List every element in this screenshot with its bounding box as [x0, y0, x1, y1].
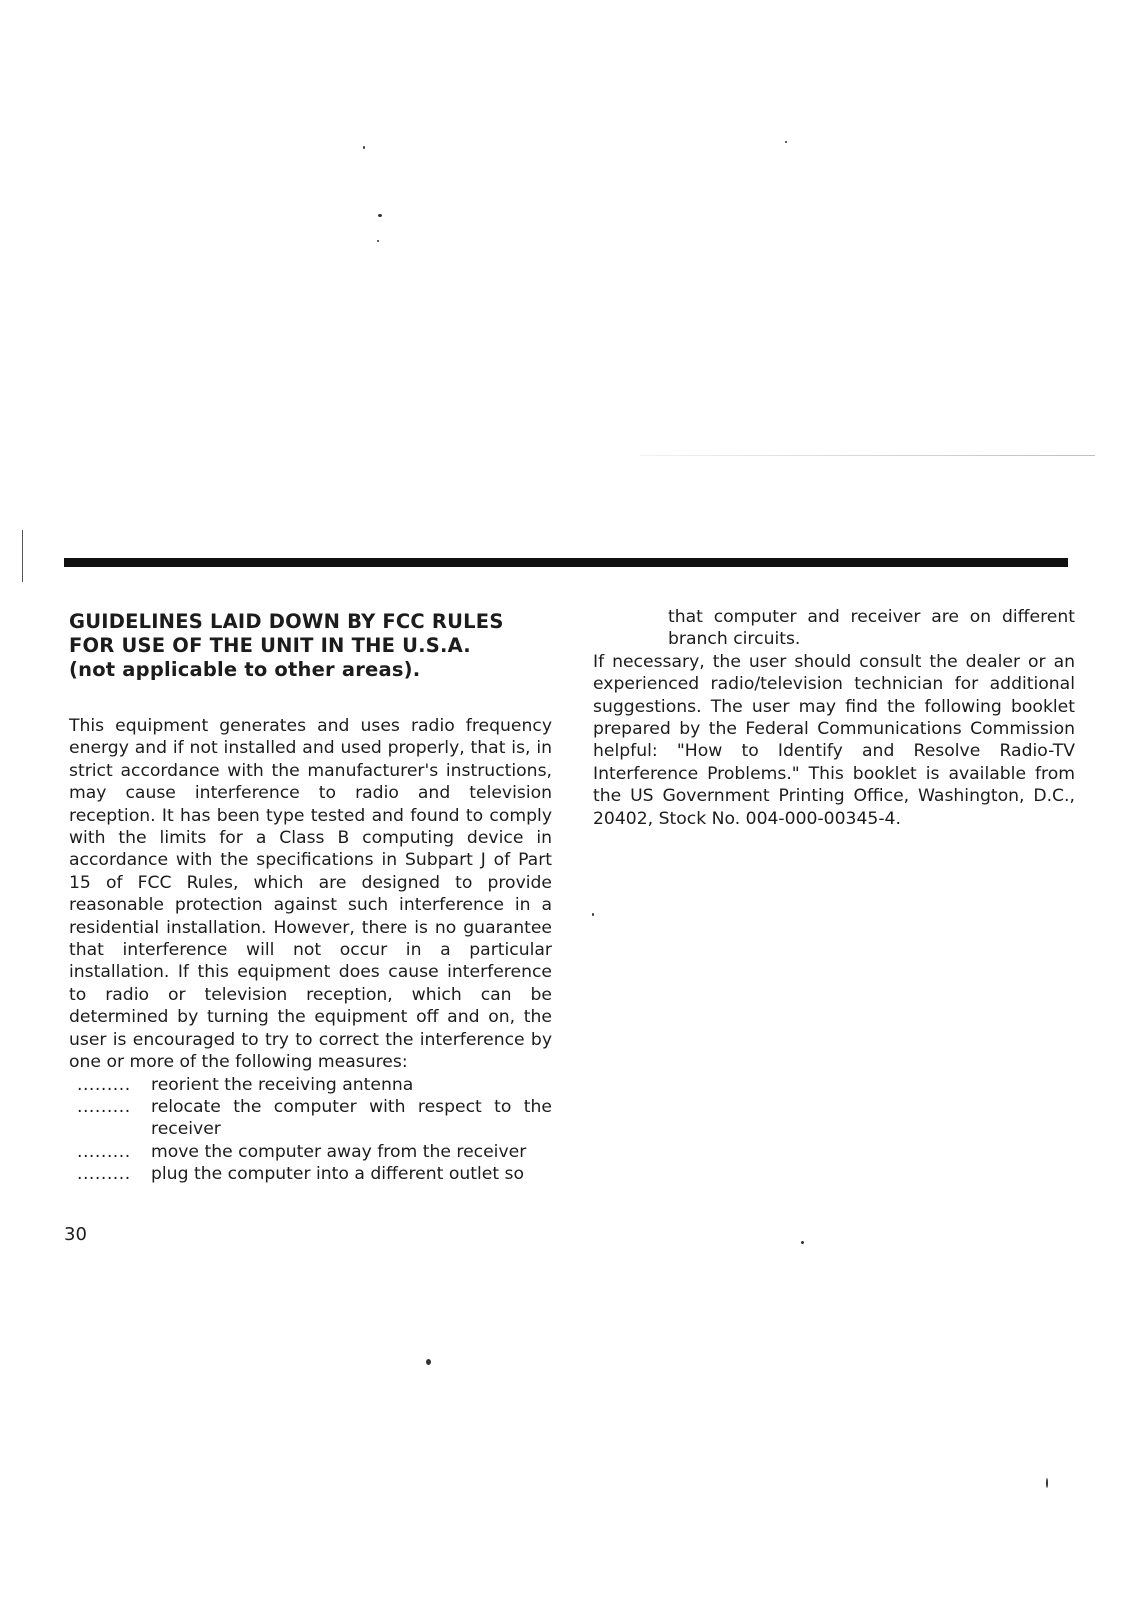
dot-leader: ......... — [77, 1141, 131, 1162]
left-column — [69, 610, 552, 1186]
binding-mark — [22, 530, 23, 582]
measure-text: reorient the receiving antenna — [151, 1074, 414, 1095]
scan-speck — [363, 146, 365, 149]
page-number: 30 — [64, 1224, 87, 1245]
scan-speck — [377, 240, 379, 242]
measures-list — [69, 1074, 552, 1186]
scan-speck — [426, 1359, 431, 1365]
scan-speck — [785, 141, 787, 143]
section-divider-rule — [64, 558, 1068, 567]
measure-item — [69, 1141, 552, 1163]
measure-text: move the computer away from the receiver — [151, 1141, 527, 1162]
page-heading — [69, 610, 552, 682]
measure-item — [69, 1074, 552, 1096]
closing-paragraph: If necessary, the user should consult the dealer or an experienced radio/television technician for additional suggestions. The user may find the following booklet prepared by the Federal Communications Commission helpful: "How to Identify and Resolve Radio-TV Interference Problems." This booklet is available from the US Government Printing Office, Washington, D.C., 20402, Stock No. 004-000-00345-4. — [593, 651, 1075, 829]
dot-leader: ......... — [77, 1164, 131, 1185]
faint-scan-rule — [640, 455, 1095, 456]
right-column — [593, 606, 1075, 830]
measure-text: relocate the computer with respect to the receiver — [151, 1096, 552, 1140]
scan-speck — [1046, 1478, 1048, 1488]
dot-leader: ......... — [77, 1074, 131, 1095]
heading-line-1: GUIDELINES LAID DOWN BY FCC RULES — [69, 610, 504, 633]
scan-speck — [592, 913, 594, 916]
scan-speck — [801, 1241, 804, 1244]
heading-line-3: (not applicable to other areas). — [69, 658, 421, 681]
measure-item — [69, 1163, 552, 1185]
dot-leader: ......... — [77, 1096, 131, 1117]
measure-text: plug the computer into a different outlet so — [151, 1164, 524, 1185]
measure-continuation: that computer and receiver are on different branch circuits. — [668, 607, 1075, 650]
intro-paragraph: This equipment generates and uses radio frequency energy and if not installed and used properly, that is, in strict accordance with the manufacturer's instructions, may cause interference to radio and television reception. It has been type tested and found to comply with the limits for a Class B computing device in accordance with the specifications in Subpart J of Part 15 of FCC Rules, which are designed to provide reasonable protection against such interference in a residential installation. However, there is no guarantee that interference will not occur in a particular installation. If this equipment does cause interference to radio or television reception, which can be determined by turning the equipment off and on, the user is encouraged to try to correct the interference by one or more of the following measures: — [69, 716, 552, 1073]
scan-speck — [378, 214, 382, 217]
heading-line-2: FOR USE OF THE UNIT IN THE U.S.A. — [69, 634, 471, 657]
measure-item — [69, 1096, 552, 1141]
